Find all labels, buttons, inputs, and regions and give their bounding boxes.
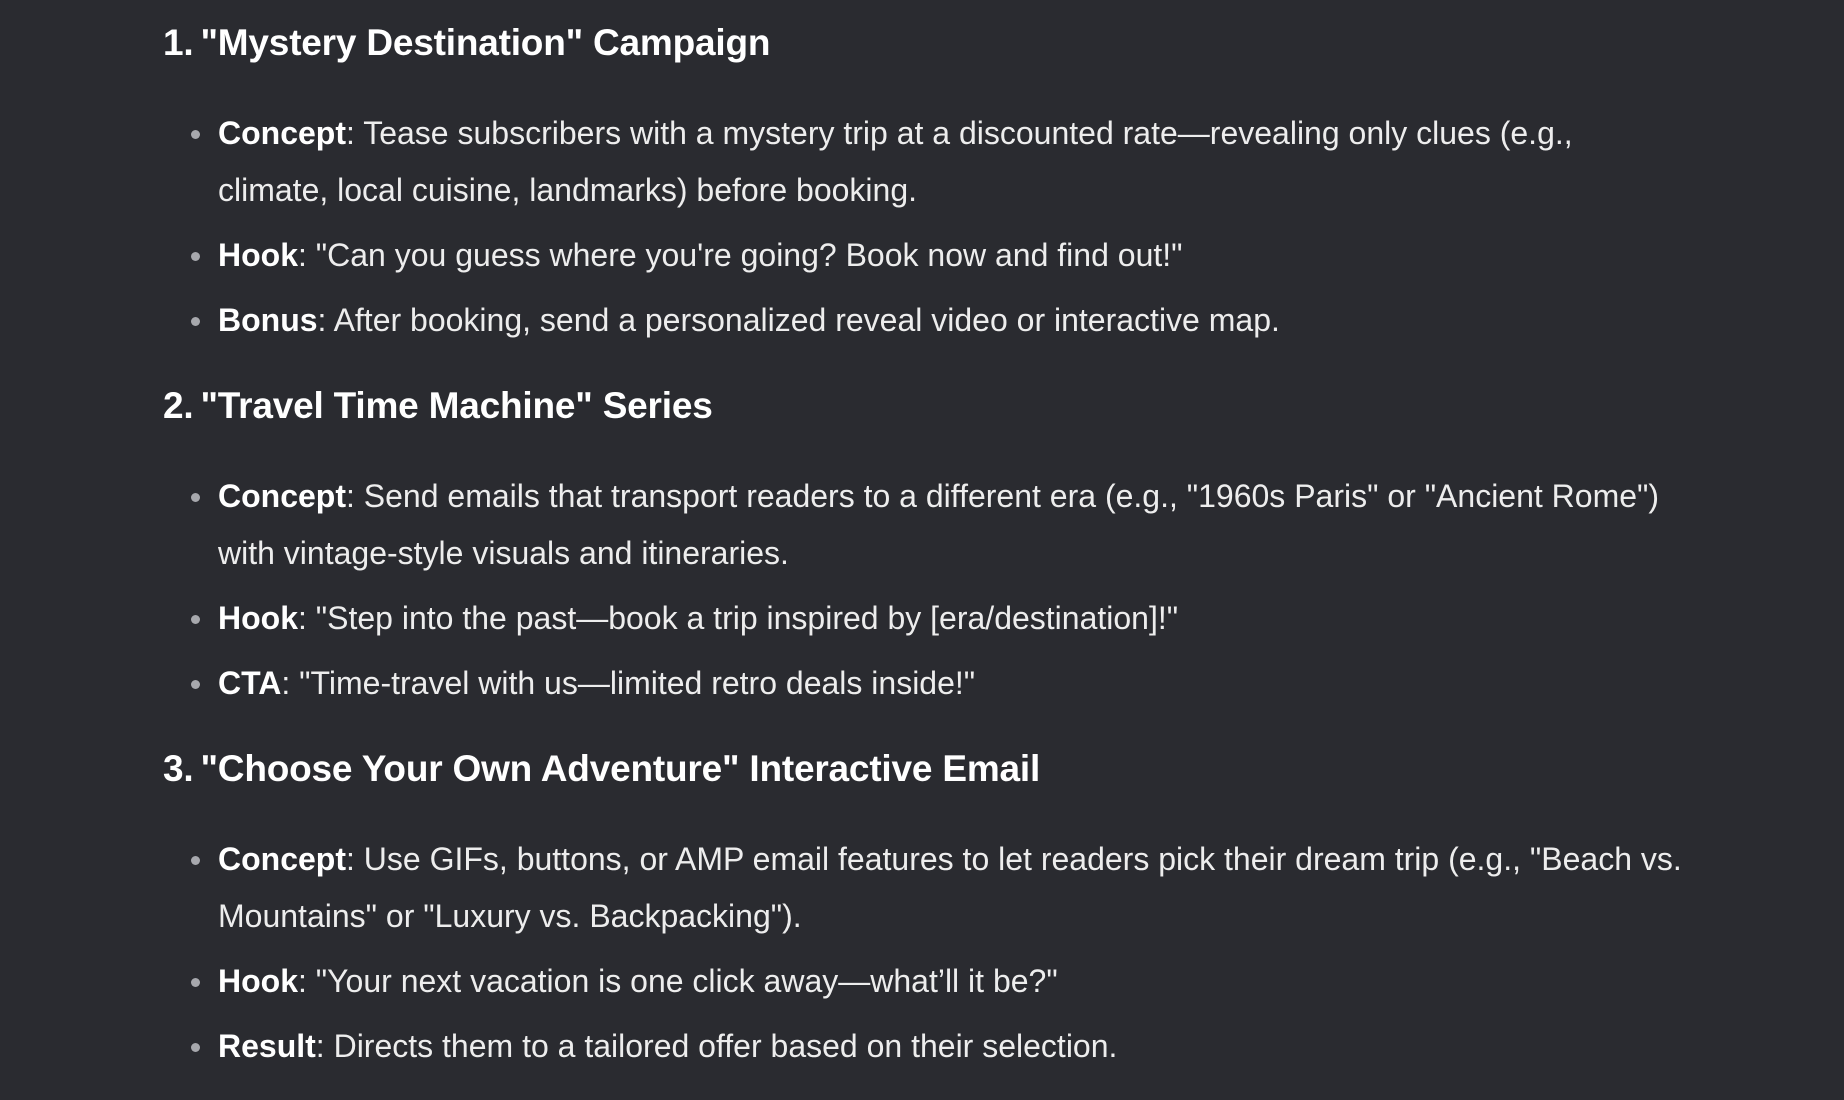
section-title: "Mystery Destination" Campaign <box>200 22 771 63</box>
list-item <box>163 953 1683 1010</box>
item-text: : "Step into the past—book a trip inspired by [era/destination]!" <box>298 600 1179 636</box>
item-label: Result <box>218 1028 316 1064</box>
section-title: "Travel Time Machine" Series <box>200 385 713 426</box>
list-item <box>163 292 1683 349</box>
bullet-dot-icon <box>191 130 200 139</box>
bullet-dot-icon <box>191 615 200 624</box>
section-heading <box>163 384 1683 428</box>
item-label: Hook <box>218 963 298 999</box>
section-heading <box>163 747 1683 791</box>
bullet-list <box>163 105 1683 349</box>
bullet-dot-icon <box>191 680 200 689</box>
section-travel-time-machine <box>163 384 1683 712</box>
item-label: CTA <box>218 665 282 701</box>
bullet-dot-icon <box>191 317 200 326</box>
item-label: Concept <box>218 115 346 151</box>
bullet-dot-icon <box>191 856 200 865</box>
item-label: Bonus <box>218 302 318 338</box>
item-text: : Directs them to a tailored offer based on their selection. <box>315 1028 1118 1064</box>
list-item <box>163 227 1683 284</box>
list-item <box>163 590 1683 647</box>
section-title: "Choose Your Own Adventure" Interactive Email <box>200 748 1041 789</box>
item-text: : "Time-travel with us—limited retro deals inside!" <box>281 665 976 701</box>
section-mystery-destination <box>163 21 1683 349</box>
section-number: 1. <box>163 22 194 63</box>
bullet-dot-icon <box>191 252 200 261</box>
list-item <box>163 655 1683 712</box>
list-item <box>163 1018 1683 1075</box>
section-choose-your-own-adventure <box>163 747 1683 1075</box>
section-number: 2. <box>163 385 194 426</box>
item-text: : Use GIFs, buttons, or AMP email features to let readers pick their dream trip (e.g., "Beach vs. Mountains" or "Luxury vs. Backpacking"). <box>218 841 1682 934</box>
item-text: : "Your next vacation is one click away—what’ll it be?" <box>298 963 1058 999</box>
list-item <box>163 105 1683 219</box>
item-label: Concept <box>218 841 346 877</box>
bullet-dot-icon <box>191 493 200 502</box>
item-text: : Tease subscribers with a mystery trip at a discounted rate—revealing only clues (e.g., climate, local cuisine, landmarks) before booking. <box>218 115 1573 208</box>
section-heading <box>163 21 1683 65</box>
item-label: Hook <box>218 237 298 273</box>
list-item <box>163 468 1683 582</box>
section-number: 3. <box>163 748 194 789</box>
bullet-list <box>163 831 1683 1075</box>
item-text: : "Can you guess where you're going? Book now and find out!" <box>298 237 1183 273</box>
item-label: Hook <box>218 600 298 636</box>
item-label: Concept <box>218 478 346 514</box>
item-text: : After booking, send a personalized reveal video or interactive map. <box>317 302 1280 338</box>
bullet-dot-icon <box>191 978 200 987</box>
bullet-list <box>163 468 1683 712</box>
list-item <box>163 831 1683 945</box>
bullet-dot-icon <box>191 1043 200 1052</box>
item-text: : Send emails that transport readers to a different era (e.g., "1960s Paris" or "Ancient Rome") with vintage-style visuals and itineraries. <box>218 478 1660 571</box>
